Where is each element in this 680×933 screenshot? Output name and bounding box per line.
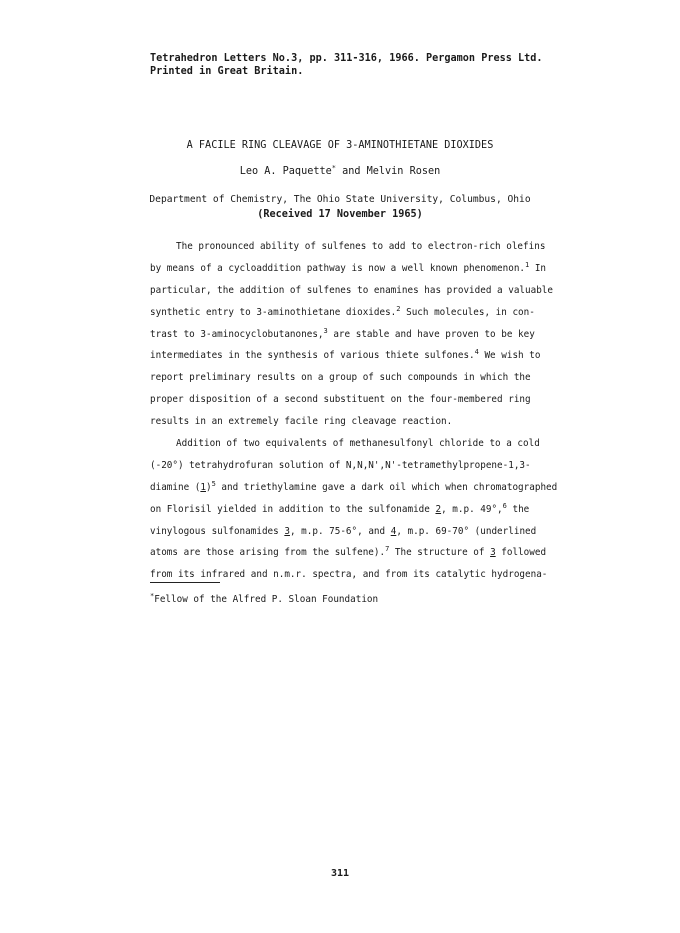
text-span: , m.p. 75-6°, and xyxy=(289,525,391,537)
author-name: Leo A. Paquette xyxy=(239,166,332,177)
received-date: (Received 17 November 1965) xyxy=(257,209,423,220)
footnote-rule xyxy=(150,582,220,583)
text-line xyxy=(150,236,546,258)
text-span: In xyxy=(529,262,547,274)
text-line xyxy=(150,324,542,346)
reference-mark: 3 xyxy=(323,326,328,335)
text-span: The structure of xyxy=(389,547,491,559)
text-span: particular, the addition of sulfenes to enamines has provided a valuable xyxy=(150,284,553,296)
text-line xyxy=(150,302,542,324)
text-span: trast to 3-aminocyclobutanones, xyxy=(150,328,324,340)
compound-number: 4 xyxy=(390,525,397,537)
text-line: Addition of two equivalents of methanesulfonyl chloride to a cold xyxy=(176,438,540,450)
article-body xyxy=(150,236,558,586)
reference-mark: 5 xyxy=(211,479,216,488)
text-line xyxy=(150,389,542,411)
text-line xyxy=(150,411,542,433)
text-span: , m.p. 49°, xyxy=(441,503,503,515)
compound-number: 3 xyxy=(490,547,496,559)
reference-mark: 2 xyxy=(396,304,401,313)
text-span: proper disposition of a second substituent on the four-membered ring xyxy=(150,394,531,406)
text-span: intermediates in the synthesis of various thiete sulfones. xyxy=(150,350,475,362)
text-span: the xyxy=(506,503,530,515)
text-span: atoms are those arising from the sulfene). xyxy=(150,547,386,559)
text-span: Such molecules, in con- xyxy=(400,306,535,318)
text-line xyxy=(150,258,547,280)
citation-line: Tetrahedron Letters No.3, pp. 311-316, 1966. Pergamon Press Ltd. xyxy=(150,53,543,64)
compound-number: 3 xyxy=(284,525,290,537)
text-span: vinylogous sulfonamides xyxy=(150,525,285,537)
reference-mark: 6 xyxy=(502,501,507,510)
text-line xyxy=(150,345,542,367)
reference-mark: 4 xyxy=(474,348,479,357)
text-span: , m.p. 69-70° (underlined xyxy=(396,525,537,537)
text-span: We wish to xyxy=(478,350,541,362)
text-span: results in an extremely facile ring cleavage reaction. xyxy=(150,416,453,428)
author-line xyxy=(150,166,530,177)
text-line xyxy=(150,499,542,521)
text-span: The pronounced ability of sulfenes to add to electron-rich olefins xyxy=(176,241,546,252)
affiliation: Department of Chemistry, The Ohio State University, Columbus, Ohio xyxy=(149,194,531,205)
paragraph-2 xyxy=(150,433,558,586)
text-line xyxy=(150,542,547,564)
author-footnote-mark: * xyxy=(331,164,336,172)
text-span: are stable and have proven to be key xyxy=(327,328,535,340)
text-span: by means of a cycloaddition pathway is now a well known phenomenon. xyxy=(150,262,526,274)
footnote xyxy=(150,594,378,605)
text-span: and triethylamine gave a dark oil which when chromatographed xyxy=(215,481,558,493)
text-line xyxy=(150,477,558,499)
paragraph-1 xyxy=(150,236,553,433)
text-span: ) xyxy=(205,481,212,493)
page-number: 311 xyxy=(330,868,350,879)
printed-line: Printed in Great Britain. xyxy=(150,66,304,77)
text-line xyxy=(150,521,542,543)
compound-number: 2 xyxy=(435,503,442,515)
text-span: diamine ( xyxy=(150,481,201,493)
text-line xyxy=(150,280,553,302)
text-span: on Florisil yielded in addition to the sulfonamide xyxy=(150,503,436,515)
journal-header xyxy=(150,52,543,78)
text-span: synthetic entry to 3-aminothietane dioxides. xyxy=(150,306,397,318)
reference-mark: 7 xyxy=(385,545,390,554)
text-span: report preliminary results on a group of such compounds in which the xyxy=(150,372,531,384)
compound-number: 1 xyxy=(200,481,206,493)
text-span: followed xyxy=(495,547,547,559)
author-conj: and Melvin Rosen xyxy=(335,166,441,177)
text-line xyxy=(150,367,542,389)
text-line: from its infrared and n.m.r. spectra, and from its catalytic hydrogena- xyxy=(150,569,548,581)
footnote-text: Fellow of the Alfred P. Sloan Foundation xyxy=(154,594,379,605)
footnote-mark: * xyxy=(150,592,155,600)
reference-mark: 1 xyxy=(525,260,530,269)
article-title: A FACILE RING CLEAVAGE OF 3-AMINOTHIETANE DIOXIDES xyxy=(186,140,494,151)
text-line: (-20°) tetrahydrofuran solution of N,N,N',N'-tetramethylpropene-1,3- xyxy=(150,459,531,471)
